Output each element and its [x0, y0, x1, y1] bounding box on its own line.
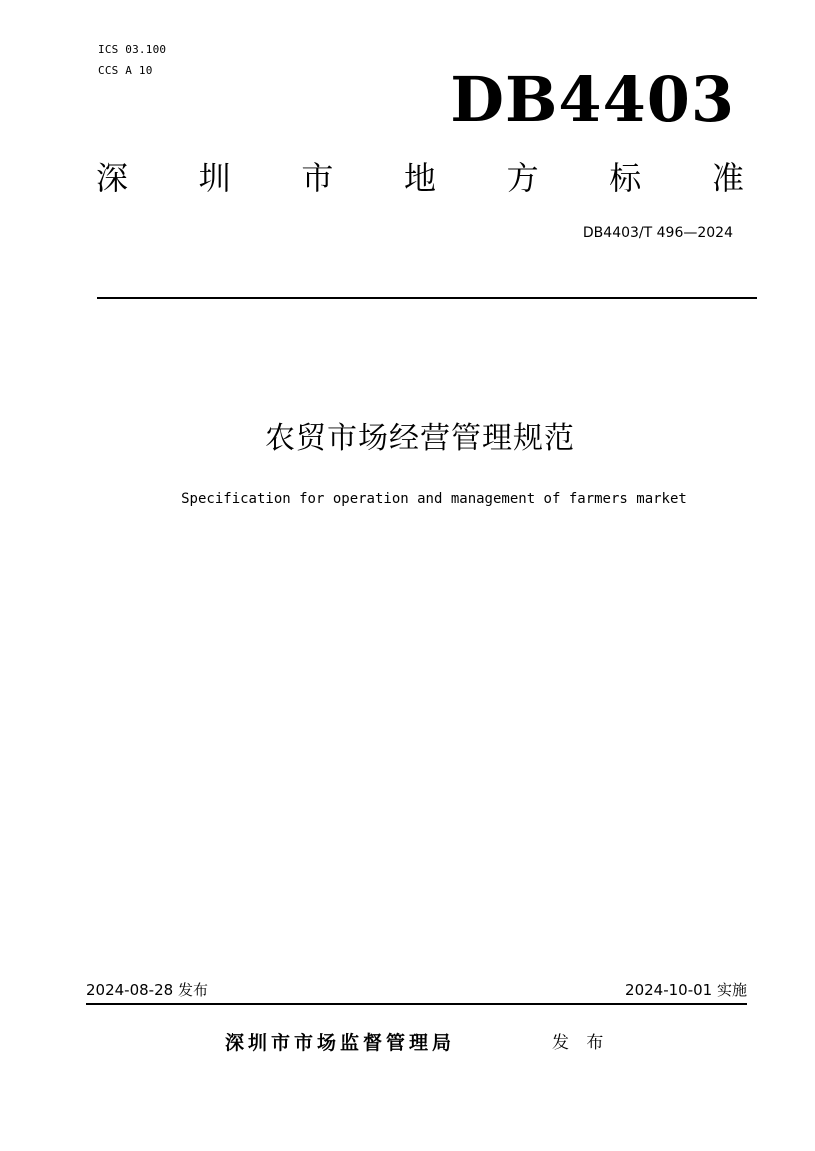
standard-type-char: 深	[96, 159, 129, 197]
issuing-authority: 深圳市市场监督管理局	[225, 1032, 456, 1054]
standard-type-char: 方	[506, 159, 539, 197]
standard-type-char: 标	[609, 159, 642, 197]
ics-code: ICS 03.100	[98, 43, 167, 56]
title-english: Specification for operation and management of farmers market	[181, 491, 687, 507]
top-divider	[97, 297, 757, 299]
standard-type-char: 地	[403, 159, 436, 197]
standard-type-char: 准	[711, 159, 744, 197]
standard-type-char: 圳	[198, 159, 231, 197]
title-chinese: 农贸市场经营管理规范	[265, 421, 575, 456]
standard-type-char: 市	[301, 159, 334, 197]
standard-type-heading	[96, 158, 744, 198]
ccs-code: CCS A 10	[98, 64, 153, 77]
implementation-date: 2024-10-01 实施	[625, 981, 747, 999]
bottom-divider	[86, 1003, 747, 1005]
issue-date: 2024-08-28 发布	[86, 981, 208, 999]
standard-number: DB4403/T 496—2024	[582, 225, 733, 241]
issue-label: 发 布	[552, 1033, 610, 1053]
db-code-heading: DB4403	[450, 63, 735, 136]
